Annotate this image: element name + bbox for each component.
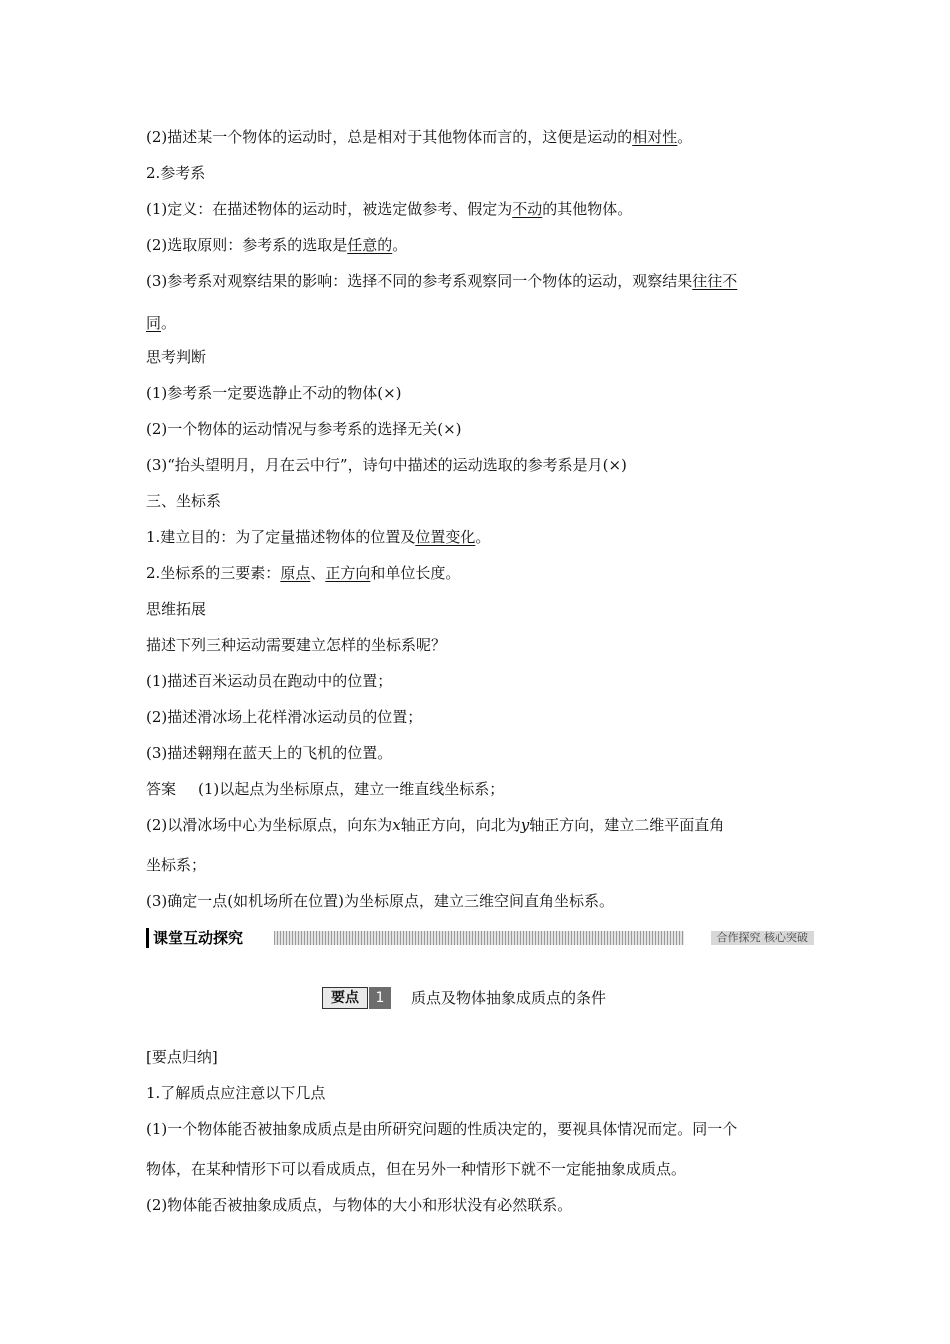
- key-point-number: 1: [369, 987, 391, 1009]
- reference-frame-definition: [146, 199, 632, 219]
- text: 1.建立目的：为了定量描述物体的位置及: [146, 528, 416, 546]
- expand-heading: 思维拓展: [146, 600, 207, 618]
- key-point-header: [322, 987, 606, 1009]
- section-banner: [146, 928, 814, 948]
- coordinate-elements: [146, 563, 460, 583]
- answer-text: (1)以起点为坐标原点，建立一维直线坐标系；: [198, 780, 505, 798]
- text: (2)选取原则：参考系的选取是: [146, 236, 348, 254]
- summary-paragraph: 物体，在某种情形下可以看成质点，但在另外一种情形下就不一定能抽象成质点。: [146, 1160, 687, 1178]
- reference-frame-rule: [146, 235, 407, 255]
- answer-line: [146, 779, 504, 799]
- banner-title: 课堂互动探究: [146, 928, 249, 948]
- judge-item: (3)“抬头望明月，月在云中行”，诗句中描述的运动选取的参考系是月(×): [146, 456, 627, 474]
- text: (3)参考系对观察结果的影响：选择不同的参考系观察同一个物体的运动，观察结果: [146, 272, 693, 290]
- relativity-line: [146, 127, 692, 147]
- key-point-label: 要点: [322, 987, 368, 1009]
- text: 。: [392, 236, 408, 254]
- reference-frame-effect: [146, 271, 737, 291]
- text: (2)描述某一个物体的运动时，总是相对于其他物体而言的，这便是运动的: [146, 128, 633, 146]
- underlined-answer: 正方向: [325, 564, 371, 582]
- underlined-answer: 任意的: [347, 236, 393, 254]
- x-axis-symbol: x: [392, 816, 401, 834]
- banner-subtitle: 合作探究 核心突破: [711, 931, 815, 945]
- expand-item: (3)描述翱翔在蓝天上的飞机的位置。: [146, 744, 393, 762]
- expand-item: (2)描述滑冰场上花样滑冰运动员的位置；: [146, 708, 423, 726]
- answer-line: [146, 815, 724, 835]
- text: 。: [161, 314, 177, 332]
- text: 轴正方向，建立二维平面直角: [529, 816, 725, 834]
- underlined-answer: 往往不: [692, 272, 738, 290]
- text: 2.坐标系的三要素：: [146, 564, 281, 582]
- summary-heading: [要点归纳]: [146, 1048, 218, 1066]
- coordinate-purpose: [146, 527, 490, 547]
- summary-point: 1.了解质点应注意以下几点: [146, 1084, 326, 1102]
- expand-item: (1)描述百米运动员在跑动中的位置；: [146, 672, 393, 690]
- text: (2)以滑冰场中心为坐标原点，向东为: [146, 816, 393, 834]
- underlined-answer: 位置变化: [415, 528, 476, 546]
- text: 的其他物体。: [542, 200, 633, 218]
- judge-heading: 思考判断: [146, 348, 207, 366]
- text: (1)定义：在描述物体的运动时，被选定做参考、假定为: [146, 200, 513, 218]
- judge-item: (1)参考系一定要选静止不动的物体(×): [146, 384, 402, 402]
- answer-line: 坐标系；: [146, 856, 207, 874]
- text: 。: [475, 528, 491, 546]
- answer-line: (3)确定一点(如机场所在位置)为坐标原点，建立三维空间直角坐标系。: [146, 892, 614, 910]
- underlined-answer: 同: [146, 314, 162, 332]
- reference-frame-heading: 2.参考系: [146, 164, 206, 182]
- coordinate-heading: 三、坐标系: [146, 492, 222, 510]
- underlined-answer: 原点: [280, 564, 311, 582]
- text: 轴正方向，向北为: [400, 816, 521, 834]
- text: 和单位长度。: [370, 564, 461, 582]
- underlined-answer: 相对性: [632, 128, 678, 146]
- reference-frame-effect-cont: [146, 313, 176, 333]
- expand-question: 描述下列三种运动需要建立怎样的坐标系呢？: [146, 636, 447, 654]
- answer-label: 答案: [146, 780, 177, 798]
- text: 。: [677, 128, 693, 146]
- judge-item: (2)一个物体的运动情况与参考系的选择无关(×): [146, 420, 462, 438]
- summary-paragraph: (1)一个物体能否被抽象成质点是由所研究问题的性质决定的，要视具体情况而定。同一个: [146, 1120, 738, 1138]
- banner-stripe: [274, 931, 684, 945]
- y-axis-symbol: y: [520, 816, 530, 834]
- key-point-title: 质点及物体抽象成质点的条件: [411, 989, 607, 1007]
- text: 、: [310, 564, 326, 582]
- underlined-answer: 不动: [512, 200, 543, 218]
- summary-paragraph: (2)物体能否被抽象成质点，与物体的大小和形状没有必然联系。: [146, 1196, 573, 1214]
